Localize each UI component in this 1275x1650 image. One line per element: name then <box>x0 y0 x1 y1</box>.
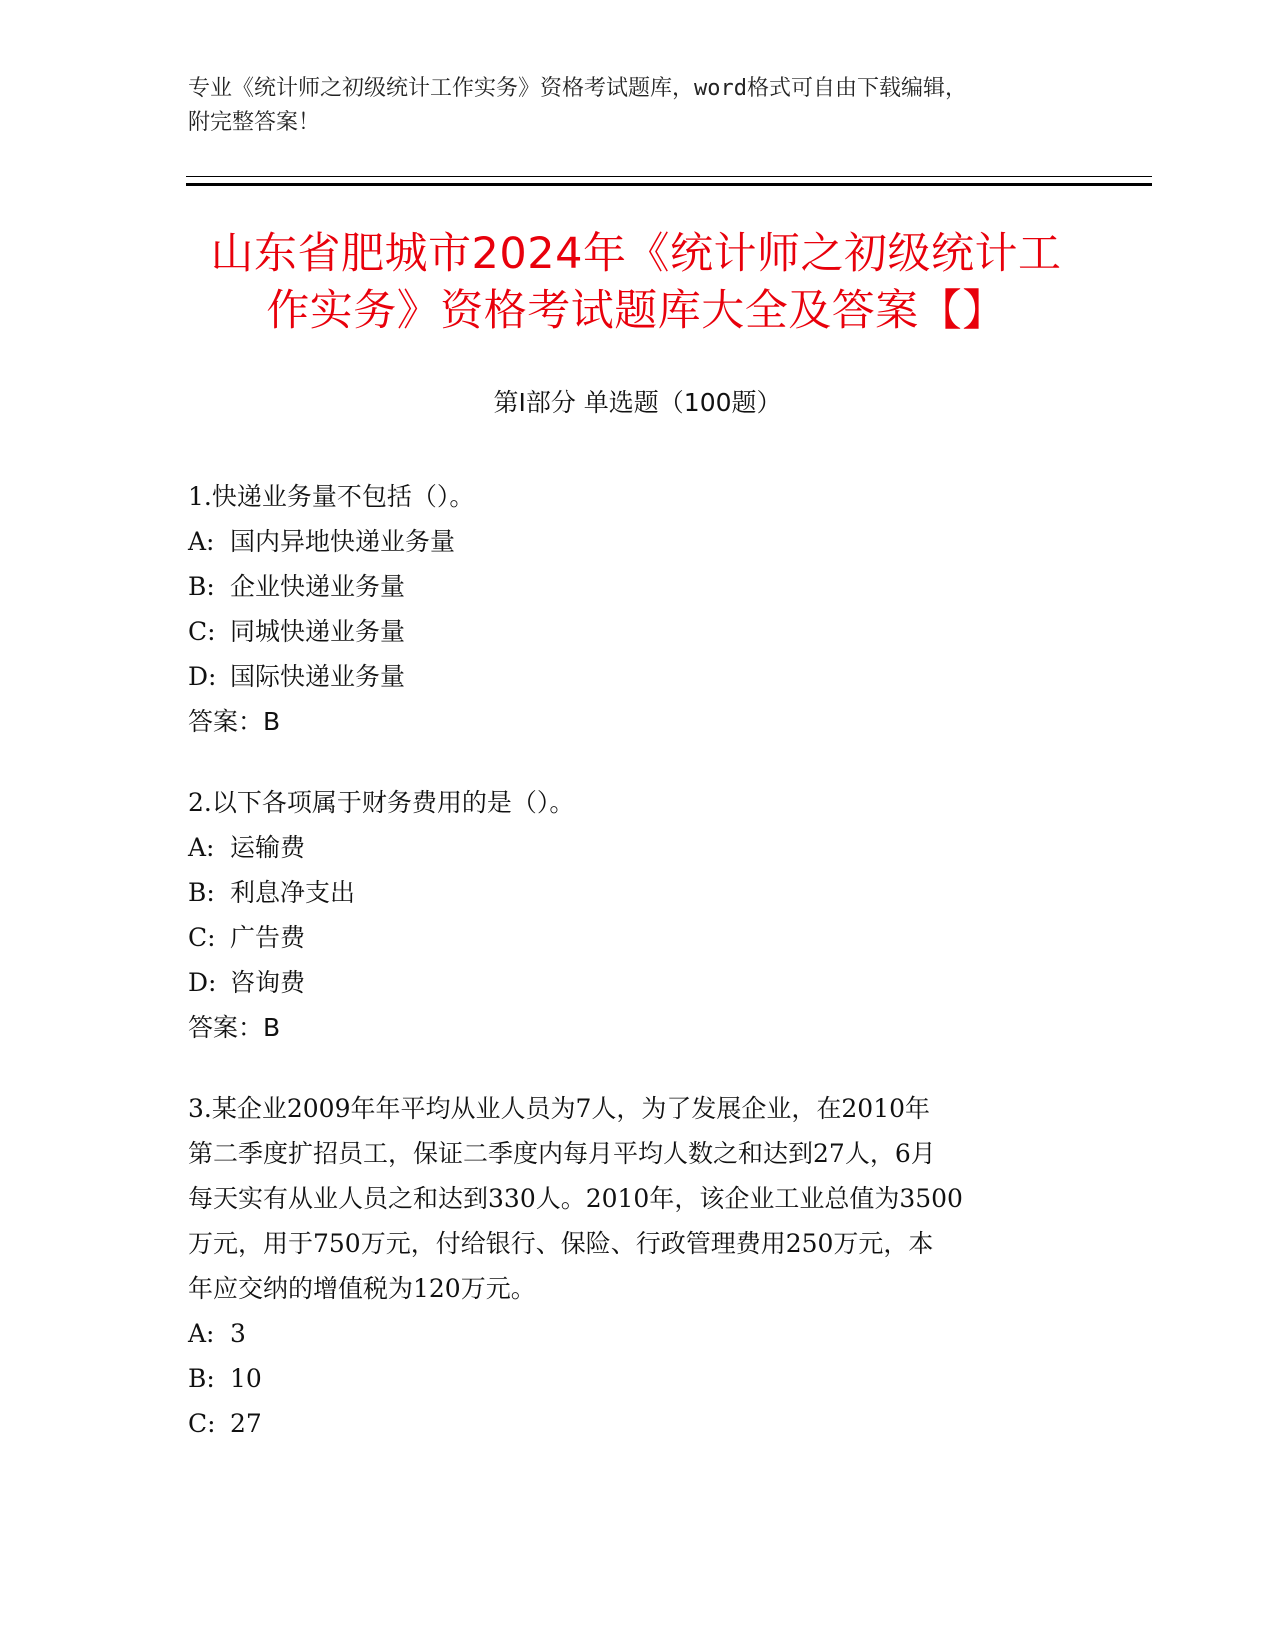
section-heading: 第I部分 单选题（100题） <box>493 388 782 417</box>
option-letter: B: <box>188 1364 215 1393</box>
option-d <box>188 654 1068 699</box>
option-letter: B: <box>188 878 215 907</box>
option-a <box>188 825 1068 870</box>
question-stem: 2.以下各项属于财务费用的是（）。 <box>188 788 575 817</box>
header-note-line-1: 专业《统计师之初级统计工作实务》资格考试题库，word格式可自由下载编辑， <box>188 76 967 101</box>
option-text: 10 <box>230 1364 262 1393</box>
option-text: 广告费 <box>230 923 306 952</box>
answer-line: 答案：B <box>188 1013 281 1042</box>
option-text: 国内异地快递业务量 <box>230 527 456 556</box>
option-text: 运输费 <box>230 833 306 862</box>
question-stem-line: 年应交纳的增值税为120万元。 <box>188 1274 536 1303</box>
document-title <box>186 226 1086 340</box>
question-stem: 1.快递业务量不包括（）。 <box>188 482 475 511</box>
option-letter: B: <box>188 572 215 601</box>
option-text: 利息净支出 <box>230 878 356 907</box>
header-divider-thin <box>186 176 1152 177</box>
document-title-line-2: 作实务》资格考试题库大全及答案【】 <box>266 286 1006 336</box>
answer-line: 答案：B <box>188 707 281 736</box>
option-letter: C: <box>188 617 216 646</box>
option-letter: A: <box>188 527 215 556</box>
option-letter: D: <box>188 662 217 691</box>
option-c <box>188 1401 1068 1446</box>
option-a <box>188 1311 1068 1356</box>
question-stem-line: 万元，用于750万元，付给银行、保险、行政管理费用250万元，本 <box>188 1229 934 1258</box>
option-b <box>188 564 1068 609</box>
option-a <box>188 519 1068 564</box>
option-text: 3 <box>230 1319 246 1348</box>
option-d <box>188 960 1068 1005</box>
question-1 <box>188 474 1068 744</box>
option-letter: C: <box>188 923 216 952</box>
header-note-line-2: 附完整答案！ <box>188 110 321 135</box>
option-letter: C: <box>188 1409 216 1438</box>
option-letter: A: <box>188 833 215 862</box>
option-text: 同城快递业务量 <box>230 617 406 646</box>
question-stem-line: 第二季度扩招员工，保证二季度内每月平均人数之和达到27人，6月 <box>188 1139 936 1168</box>
document-title-line-1: 山东省肥城市2024年《统计师之初级统计工 <box>210 229 1062 279</box>
header-divider-thick <box>186 183 1152 186</box>
option-c <box>188 609 1068 654</box>
question-stem-line: 每天实有从业人员之和达到330人。2010年，该企业工业总值为3500 <box>188 1184 963 1213</box>
option-text: 27 <box>230 1409 262 1438</box>
question-3 <box>188 1086 1068 1446</box>
header-note <box>188 72 1088 140</box>
option-text: 咨询费 <box>230 968 306 997</box>
question-stem-line: 3.某企业2009年年平均从业人员为7人，为了发展企业，在2010年 <box>188 1094 931 1123</box>
option-b <box>188 1356 1068 1401</box>
option-text: 国际快递业务量 <box>230 662 406 691</box>
option-text: 企业快递业务量 <box>230 572 406 601</box>
option-letter: D: <box>188 968 217 997</box>
option-b <box>188 870 1068 915</box>
question-list <box>188 474 1068 1482</box>
option-letter: A: <box>188 1319 215 1348</box>
option-c <box>188 915 1068 960</box>
question-2 <box>188 780 1068 1050</box>
